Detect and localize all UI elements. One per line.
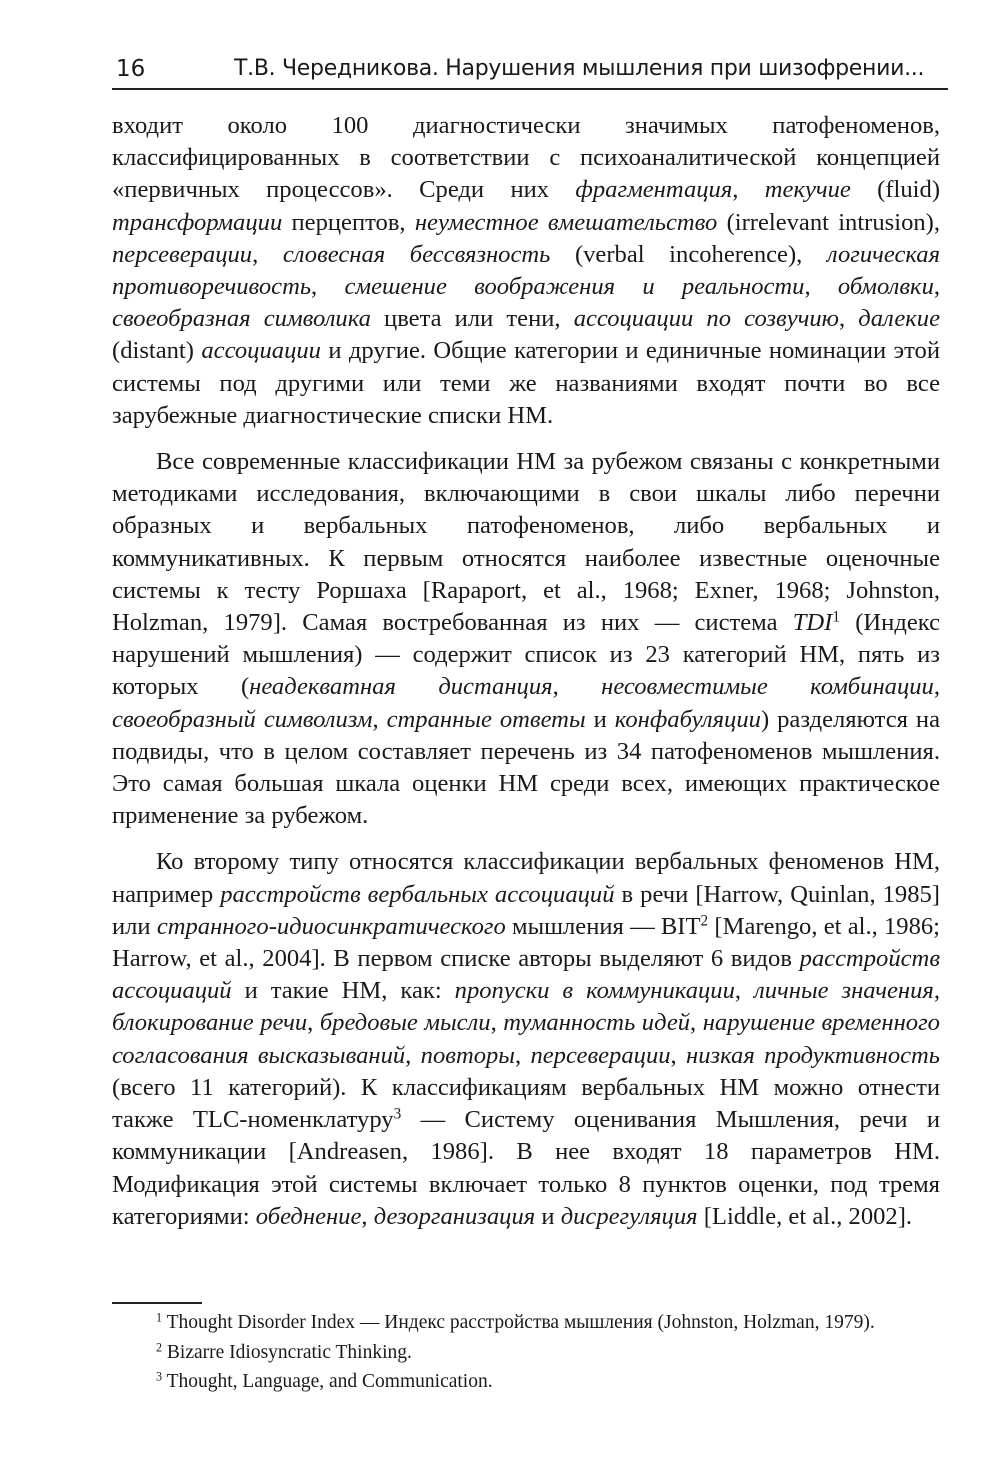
paragraph-2: Все современные классификации НМ за рубежом связаны с конкретными методиками исследования, включающими в свои шкалы либо перечни образных и вербальных патофеноменов, либо вербальных и коммуникативных. К первым относятся наиболее известные оценочные системы к тесту Роршаха [Rapaport, et al., 1968; Exner, 1968; Johnston, Holzman, 1979]. Самая востребованная из них — система TDI$^1$ (Индекс нарушений мышления) — содержит список из 23 категорий НМ, пять из которых (неадекватная дистанция, несовместимые комбинации, своеобразный символизм, странные ответы и конфабуляции) разделяются на подвиды, что в целом составляет перечень из 34 патофеноменов мышления. Это самая большая шкала оценки НМ среди всех, имеющих практическое применение за рубежом.	[112, 448, 941, 830]
page-number: 16	[116, 56, 146, 82]
footnote-separator	[112, 1302, 202, 1304]
footnote-number: 1	[156, 1310, 163, 1325]
running-header	[112, 54, 948, 90]
footnote-ref-3: 3	[393, 1105, 402, 1123]
footnote-number: 2	[156, 1339, 163, 1354]
footnote-ref-2: 2	[700, 912, 709, 930]
paragraph-1: входит около 100 диагностически значимых патофеноменов, классифицированных в соответствии с психоаналитической концепцией «первичных процессов». Среди них фрагментация, текучие (fluid) трансформации перцептов, неуместное вмешательство (irrelevant intrusion), персеверации, словесная бессвязность (verbal incoherence), логическая противоречивость, смешение воображения и реальности, обмолвки, своеобразная символика цвета или тени, ассоциации по созвучию, далекие (distant) ассоциации и другие. Общие категории и единичные номинации этой системы под другими или теми же названиями входят почти во все зарубежные диагностические списки НМ.	[112, 112, 941, 429]
paragraph-3: Ко второму типу относятся классификации вербальных феноменов НМ, например расстройств вербальных ассоциаций в речи [Harrow, Quinlan, 1985] или странного-идиосинкратического мышления — BIT$^2$ [Marengo, et al., 1986; Harrow, et al., 2004]. В первом списке авторы выделяют 6 видов расстройств ассоциаций и такие НМ, как: пропуски в коммуникации, личные значения, блокирование речи, бредовые мысли, туманность идей, нарушение временного согласования высказываний, повторы, персеверации, низкая продуктивность (всего 11 категорий). К классификациям вербальных НМ можно отнести также TLC-номенклатуру$^3$ — Систему оценивания Мышления, речи и коммуникации [Andreasen, 1986]. В нее входят 18 параметров НМ. Модификация этой системы включает только 8 пунктов оценки, под тремя категориями: обеднение, дезорганизация и дисрегуляция [Liddle, et al., 2002].	[112, 848, 941, 1230]
main-text	[112, 110, 940, 1233]
footnote-2	[112, 1340, 944, 1366]
footnotes	[112, 1310, 944, 1399]
footnote-1	[112, 1310, 944, 1336]
footnote-text: Thought, Language, and Communication.	[162, 1371, 493, 1392]
footnote-number: 3	[156, 1369, 163, 1384]
running-title: Т.В. Чередникова. Нарушения мышления при шизофрении...	[234, 56, 925, 81]
footnote-text: Thought Disorder Index — Индекс расстройства мышления (Johnston, Holzman, 1979).	[162, 1312, 875, 1333]
footnote-text: Bizarre Idiosyncratic Thinking.	[162, 1341, 412, 1363]
footnote-ref-1: 1	[832, 608, 840, 626]
footnote-3	[112, 1369, 944, 1395]
